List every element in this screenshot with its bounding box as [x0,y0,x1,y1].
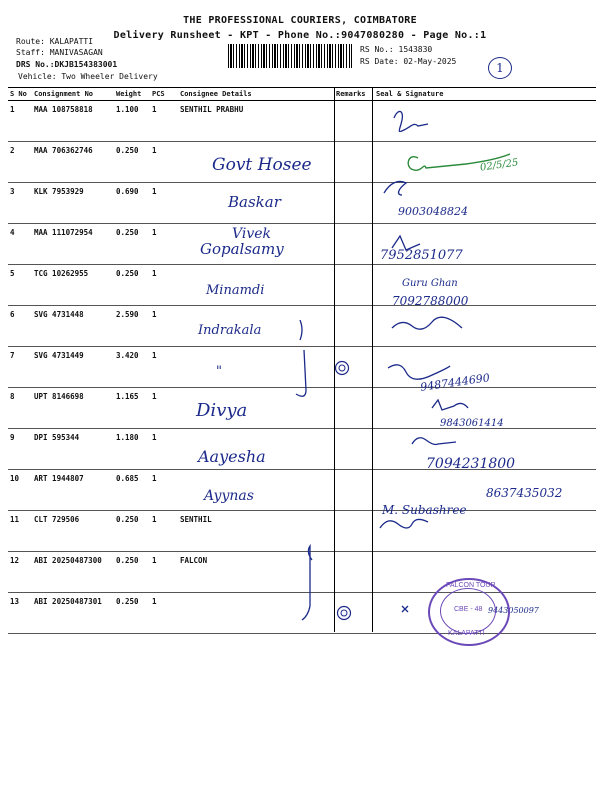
stamp-mid-text: CBE - 48 [454,606,483,613]
row-consignment: SVG 4731448 [32,306,114,347]
row-pcs: 1 [150,429,178,470]
row-weight: 1.100 [114,101,150,142]
stamp-top-text: FALCON TOUR [446,582,496,589]
row-pcs: 1 [150,265,178,306]
handwritten-consignee: Divya [196,400,248,421]
handwritten-name: M. Subashree [382,503,467,517]
row-remarks [334,388,374,429]
handwritten-consignee: Baskar [228,193,281,211]
row-remarks [334,470,374,511]
remark-circle-icon [336,605,352,621]
route-label: Route: KALAPATTI [16,37,94,46]
handwritten-consignee: Vivek [232,226,272,242]
row-consignment: DPI 595344 [32,429,114,470]
row-remarks [334,265,374,306]
row-sno: 12 [8,552,32,593]
col-sno: S No [8,88,32,101]
drs-label: DRS No.: [16,60,55,69]
handwritten-name: Guru Ghan [402,278,458,289]
handwritten-phone: 9443050097 [488,606,539,615]
row-consignment: CLT 729506 [32,511,114,552]
row-pcs: 1 [150,347,178,388]
signature-11 [380,519,428,528]
signature-3 [384,181,406,195]
col-pcs: PCS [150,88,178,101]
signature-1 [394,111,428,131]
row-sno: 5 [8,265,32,306]
row-pcs: 1 [150,470,178,511]
rs-date: RS Date: 02-May-2025 [360,57,457,66]
row-weight: 0.250 [114,142,150,183]
row-sno: 6 [8,306,32,347]
col-consignee: Consignee Details [178,88,334,101]
row-pcs: 1 [150,142,178,183]
pen-strokes [290,320,320,630]
staff-label: Staff: MANIVASAGAN [16,48,103,57]
row-sno: 2 [8,142,32,183]
row-consignment: SVG 4731449 [32,347,114,388]
row-sno: 3 [8,183,32,224]
row-sno: 1 [8,101,32,142]
col-weight: Weight [114,88,150,101]
rs-number: RS No.: 1543830 [360,45,433,54]
row-sno: 7 [8,347,32,388]
signature-9 [412,438,456,445]
handwritten-phone: 8637435032 [486,486,563,500]
signature-7 [388,365,450,379]
row-consignment: MAA 111072954 [32,224,114,265]
handwritten-phone: 9843061414 [440,418,504,429]
row-consignment: ABI 20250487301 [32,593,114,634]
runsheet-subtitle: Delivery Runsheet - KPT - Phone No.:9047080280 - Page No.:1 [113,30,487,41]
row-pcs: 1 [150,183,178,224]
row-remarks [334,511,374,552]
signature-2 [408,154,510,170]
signature-scribbles [372,98,600,638]
drs-number [16,60,117,69]
col-consignment: Consignment No [32,88,114,101]
row-remarks [334,101,374,142]
remark-circle-icon [334,360,350,376]
handwritten-date: 02/5/25 [479,157,520,174]
signature-13 [402,606,408,612]
row-weight: 0.685 [114,470,150,511]
drs-value: DKJB154383001 [54,60,118,69]
handwritten-phone: 9487444690 [419,371,491,394]
row-remarks [334,224,374,265]
row-remarks [334,429,374,470]
row-consignment: ART 1944807 [32,470,114,511]
row-sno: 8 [8,388,32,429]
row-weight: 1.165 [114,388,150,429]
company-title: THE PROFESSIONAL COURIERS, COIMBATORE [183,15,417,26]
handwritten-phone: 9003048824 [398,205,468,218]
row-sno: 4 [8,224,32,265]
row-consignment: ABI 20250487300 [32,552,114,593]
row-remarks [334,306,374,347]
row-pcs: 1 [150,101,178,142]
vehicle-label: Vehicle: Two Wheeler Delivery [18,72,158,81]
row-weight: 2.590 [114,306,150,347]
signature-6 [392,317,462,329]
row-sno: 13 [8,593,32,634]
row-consignee: SENTHIL PRABHU [178,101,334,142]
col-signature: Seal & Signature [374,88,596,101]
handwritten-consignee: Indrakala [198,323,262,338]
handwritten-consignee: Minamdi [206,283,265,298]
row-remarks [334,552,374,593]
signature-8 [432,400,468,410]
row-pcs: 1 [150,388,178,429]
row-pcs: 1 [150,593,178,634]
handwritten-phone: 7094231800 [426,456,516,472]
signature-4 [392,236,420,250]
row-consignment: MAA 706362746 [32,142,114,183]
row-pcs: 1 [150,552,178,593]
col-remarks: Remarks [334,88,374,101]
row-weight: 0.250 [114,511,150,552]
row-consignee: SENTHIL [178,511,334,552]
row-consignment: KLK 7953929 [32,183,114,224]
row-weight: 0.250 [114,593,150,634]
row-pcs: 1 [150,224,178,265]
row-consignment: TCG 10262955 [32,265,114,306]
handwritten-consignee: Aayesha [198,447,266,466]
handwritten-phone: 7952851077 [380,248,463,263]
row-remarks [334,142,374,183]
stamp-bottom-text: KALAPATTI [448,630,485,637]
page-circle: 1 [488,57,512,79]
row-consignee: FALCON [178,552,334,593]
row-sno: 11 [8,511,32,552]
row-pcs: 1 [150,511,178,552]
row-weight: 0.250 [114,265,150,306]
row-sno: 10 [8,470,32,511]
handwritten-consignee: Gopalsamy [200,240,284,258]
row-weight: 1.180 [114,429,150,470]
company-stamp [428,578,510,646]
row-remarks [334,183,374,224]
handwritten-consignee: " [216,364,222,379]
handwritten-phone: 7092788000 [392,294,469,308]
row-sno: 9 [8,429,32,470]
row-consignment: UPT 8146698 [32,388,114,429]
row-weight: 0.250 [114,224,150,265]
row-weight: 3.420 [114,347,150,388]
handwritten-consignee: Govt Hosee [212,155,312,175]
row-pcs: 1 [150,306,178,347]
handwritten-consignee: Ayynas [204,488,254,504]
row-weight: 0.250 [114,552,150,593]
row-weight: 0.690 [114,183,150,224]
barcode [228,44,352,68]
row-consignment: MAA 108758818 [32,101,114,142]
